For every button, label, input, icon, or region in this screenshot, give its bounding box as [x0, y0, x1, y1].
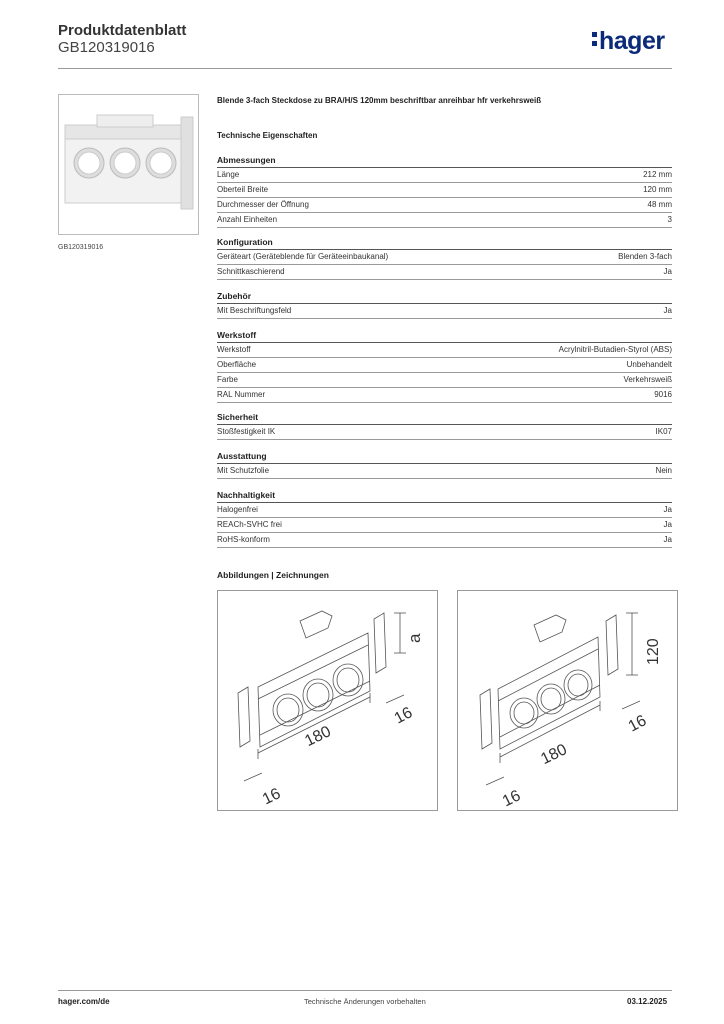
- footer-divider: [58, 990, 672, 991]
- section-configuration: [217, 237, 672, 280]
- product-details: [217, 96, 672, 544]
- row-value: 48 mm: [647, 200, 672, 209]
- row-value: Unbehandelt: [626, 360, 672, 369]
- row-label: Anzahl Einheiten: [217, 215, 278, 224]
- row-label: Farbe: [217, 375, 238, 384]
- row-value: Ja: [663, 535, 672, 544]
- row-label: Oberteil Breite: [217, 185, 269, 194]
- page-title: Produktdatenblatt: [58, 22, 187, 39]
- row-value: 212 mm: [643, 170, 672, 179]
- table-row: [217, 168, 672, 183]
- dim-side-label: 16: [259, 785, 284, 809]
- table-row: [217, 183, 672, 198]
- row-label: Werkstoff: [217, 345, 251, 354]
- table-row: [217, 358, 672, 373]
- table-row: [217, 518, 672, 533]
- table-row: [217, 343, 672, 358]
- footer-note: Technische Änderungen vorbehalten: [304, 997, 426, 1006]
- section-heading: Abmessungen: [217, 155, 672, 168]
- row-label: Geräteart (Geräteblende für Geräteeinbaukanal): [217, 252, 389, 261]
- product-title: Blende 3-fach Steckdose zu BRA/H/S 120mm beschriftbar anreihbar hfr verkehrsweiß: [217, 96, 542, 105]
- section-heading: Werkstoff: [217, 330, 672, 343]
- row-value: Ja: [663, 306, 672, 315]
- section-material: [217, 330, 672, 403]
- row-label: Schnittkaschierend: [217, 267, 285, 276]
- table-row: [217, 388, 672, 403]
- product-photo-icon: [59, 95, 198, 234]
- row-label: Länge: [217, 170, 240, 179]
- dim-depth-label: 16: [625, 712, 650, 736]
- dim-width-label: 180: [302, 723, 334, 751]
- header-divider: [58, 68, 672, 69]
- table-row: [217, 250, 672, 265]
- row-label: Stoßfestigkeit IK: [217, 427, 276, 436]
- table-row: [217, 425, 672, 440]
- row-label: REACh-SVHC frei: [217, 520, 282, 529]
- hager-logo: [592, 27, 665, 56]
- footer-date: 03.12.2025: [627, 997, 668, 1006]
- table-row: [217, 198, 672, 213]
- dim-width-label: 180: [538, 741, 570, 769]
- section-heading: Zubehör: [217, 291, 672, 304]
- row-value: Ja: [663, 520, 672, 529]
- logo-text: hager: [599, 27, 665, 55]
- row-label: RAL Nummer: [217, 390, 266, 399]
- table-row: [217, 373, 672, 388]
- row-label: Durchmesser der Öffnung: [217, 200, 309, 209]
- row-value: Blenden 3-fach: [618, 252, 672, 261]
- row-value: 120 mm: [643, 185, 672, 194]
- section-equipment: [217, 451, 672, 479]
- section-heading: Nachhaltigkeit: [217, 490, 672, 503]
- dim-height-label: 120: [645, 638, 662, 665]
- table-row: [217, 503, 672, 518]
- row-value: 9016: [654, 390, 672, 399]
- row-value: Ja: [663, 267, 672, 276]
- image-caption: GB120319016: [58, 244, 104, 251]
- row-label: Halogenfrei: [217, 505, 258, 514]
- row-value: Acrylnitril-Butadien-Styrol (ABS): [558, 345, 672, 354]
- row-label: Mit Beschriftungsfeld: [217, 306, 292, 315]
- table-row: [217, 213, 672, 228]
- row-value: Ja: [663, 505, 672, 514]
- row-value: Verkehrsweiß: [623, 375, 672, 384]
- table-row: [217, 533, 672, 548]
- row-value: IK07: [655, 427, 672, 436]
- row-label: Mit Schutzfolie: [217, 466, 270, 475]
- section-heading: Ausstattung: [217, 451, 672, 464]
- row-label: RoHS-konform: [217, 535, 270, 544]
- section-heading: Sicherheit: [217, 412, 672, 425]
- section-sustainability: [217, 490, 672, 548]
- drawings-heading: Abbildungen | Zeichnungen: [217, 570, 329, 580]
- row-label: Oberfläche: [217, 360, 257, 369]
- dim-depth-label: 16: [391, 704, 416, 728]
- section-accessories: [217, 291, 672, 319]
- section-dimensions: [217, 155, 672, 228]
- product-image: [58, 94, 199, 235]
- dim-height-label: a: [405, 633, 424, 643]
- drawing-right: [457, 590, 678, 811]
- table-row: [217, 265, 672, 280]
- row-value: 3: [667, 215, 672, 224]
- footer-website-link[interactable]: hager.com/de: [58, 997, 110, 1006]
- section-heading: Konfiguration: [217, 237, 672, 250]
- row-value: Nein: [655, 466, 672, 475]
- article-number: GB120319016: [58, 39, 155, 56]
- table-row: [217, 464, 672, 479]
- drawing-left: [217, 590, 438, 811]
- section-safety: [217, 412, 672, 440]
- technical-heading: Technische Eigenschaften: [217, 131, 318, 140]
- dim-side-label: 16: [499, 787, 524, 810]
- table-row: [217, 304, 672, 319]
